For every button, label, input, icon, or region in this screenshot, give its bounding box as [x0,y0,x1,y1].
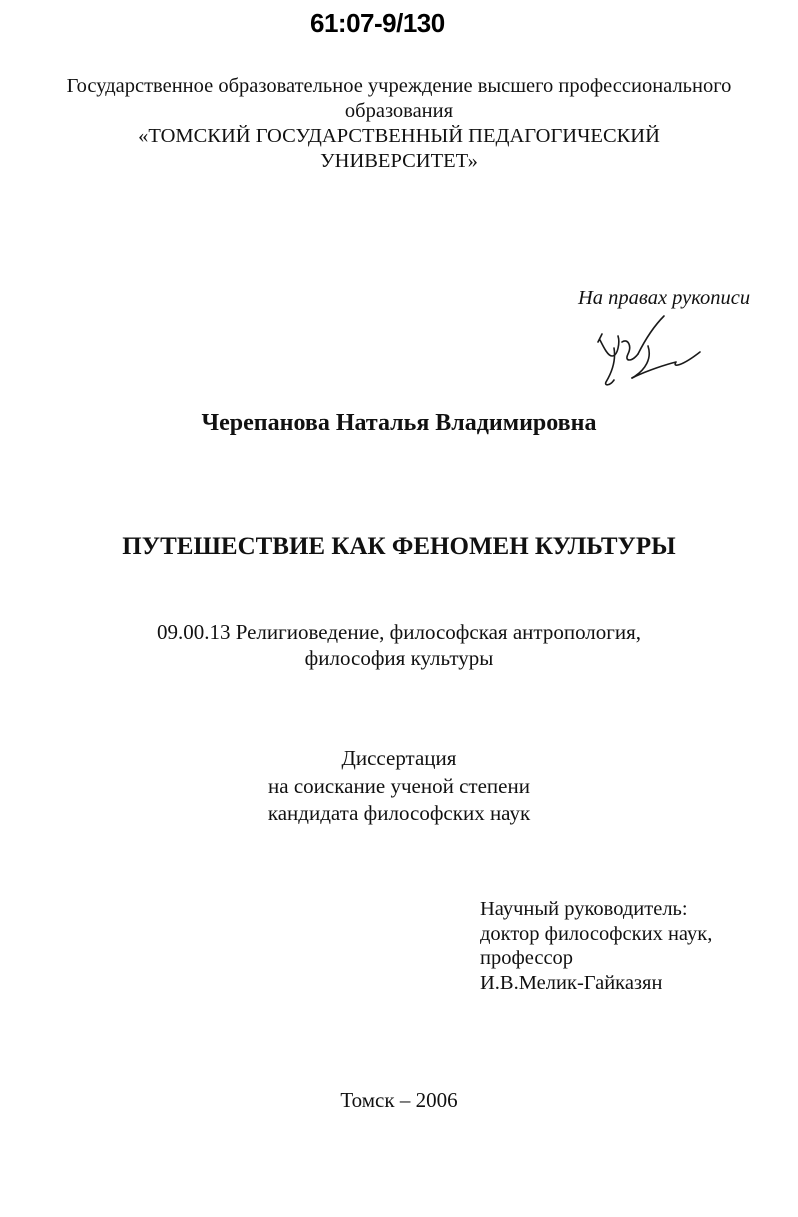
institution-block [0,74,798,174]
supervisor-line: доктор философских наук, [480,922,713,945]
institution-line: Государственное образовательное учреждение высшего профессионального [66,75,732,97]
supervisor-line: И.В.Мелик-Гайказян [480,971,663,994]
specialty-block [0,619,798,671]
supervisor-line: профессор [480,947,574,969]
author-name: Черепанова Наталья Владимировна [201,410,597,436]
specialty-line: 09.00.13 Религиоведение, философская антропология, [156,620,642,644]
signature-image [592,312,702,390]
institution-line: УНИВЕРСИТЕТ» [320,150,478,172]
specialty-line: философия культуры [304,646,494,670]
dissertation-title: ПУТЕШЕСТВИЕ КАК ФЕНОМЕН КУЛЬТУРЫ [122,533,676,560]
degree-line: кандидата философских наук [267,801,531,825]
catalog-number: 61:07-9/130 [310,8,445,38]
institution-line: «ТОМСКИЙ ГОСУДАРСТВЕННЫЙ ПЕДАГОГИЧЕСКИЙ [138,125,660,147]
degree-line: Диссертация [341,746,457,770]
supervisor-block [480,897,712,995]
supervisor-line: Научный руководитель: [480,898,688,920]
manuscript-rights-note: На правах рукописи [578,287,751,309]
city-year: Томск – 2006 [340,1088,458,1112]
institution-line: образования [344,100,454,122]
degree-line: на соискание ученой степени [268,773,530,798]
degree-block [0,745,798,828]
